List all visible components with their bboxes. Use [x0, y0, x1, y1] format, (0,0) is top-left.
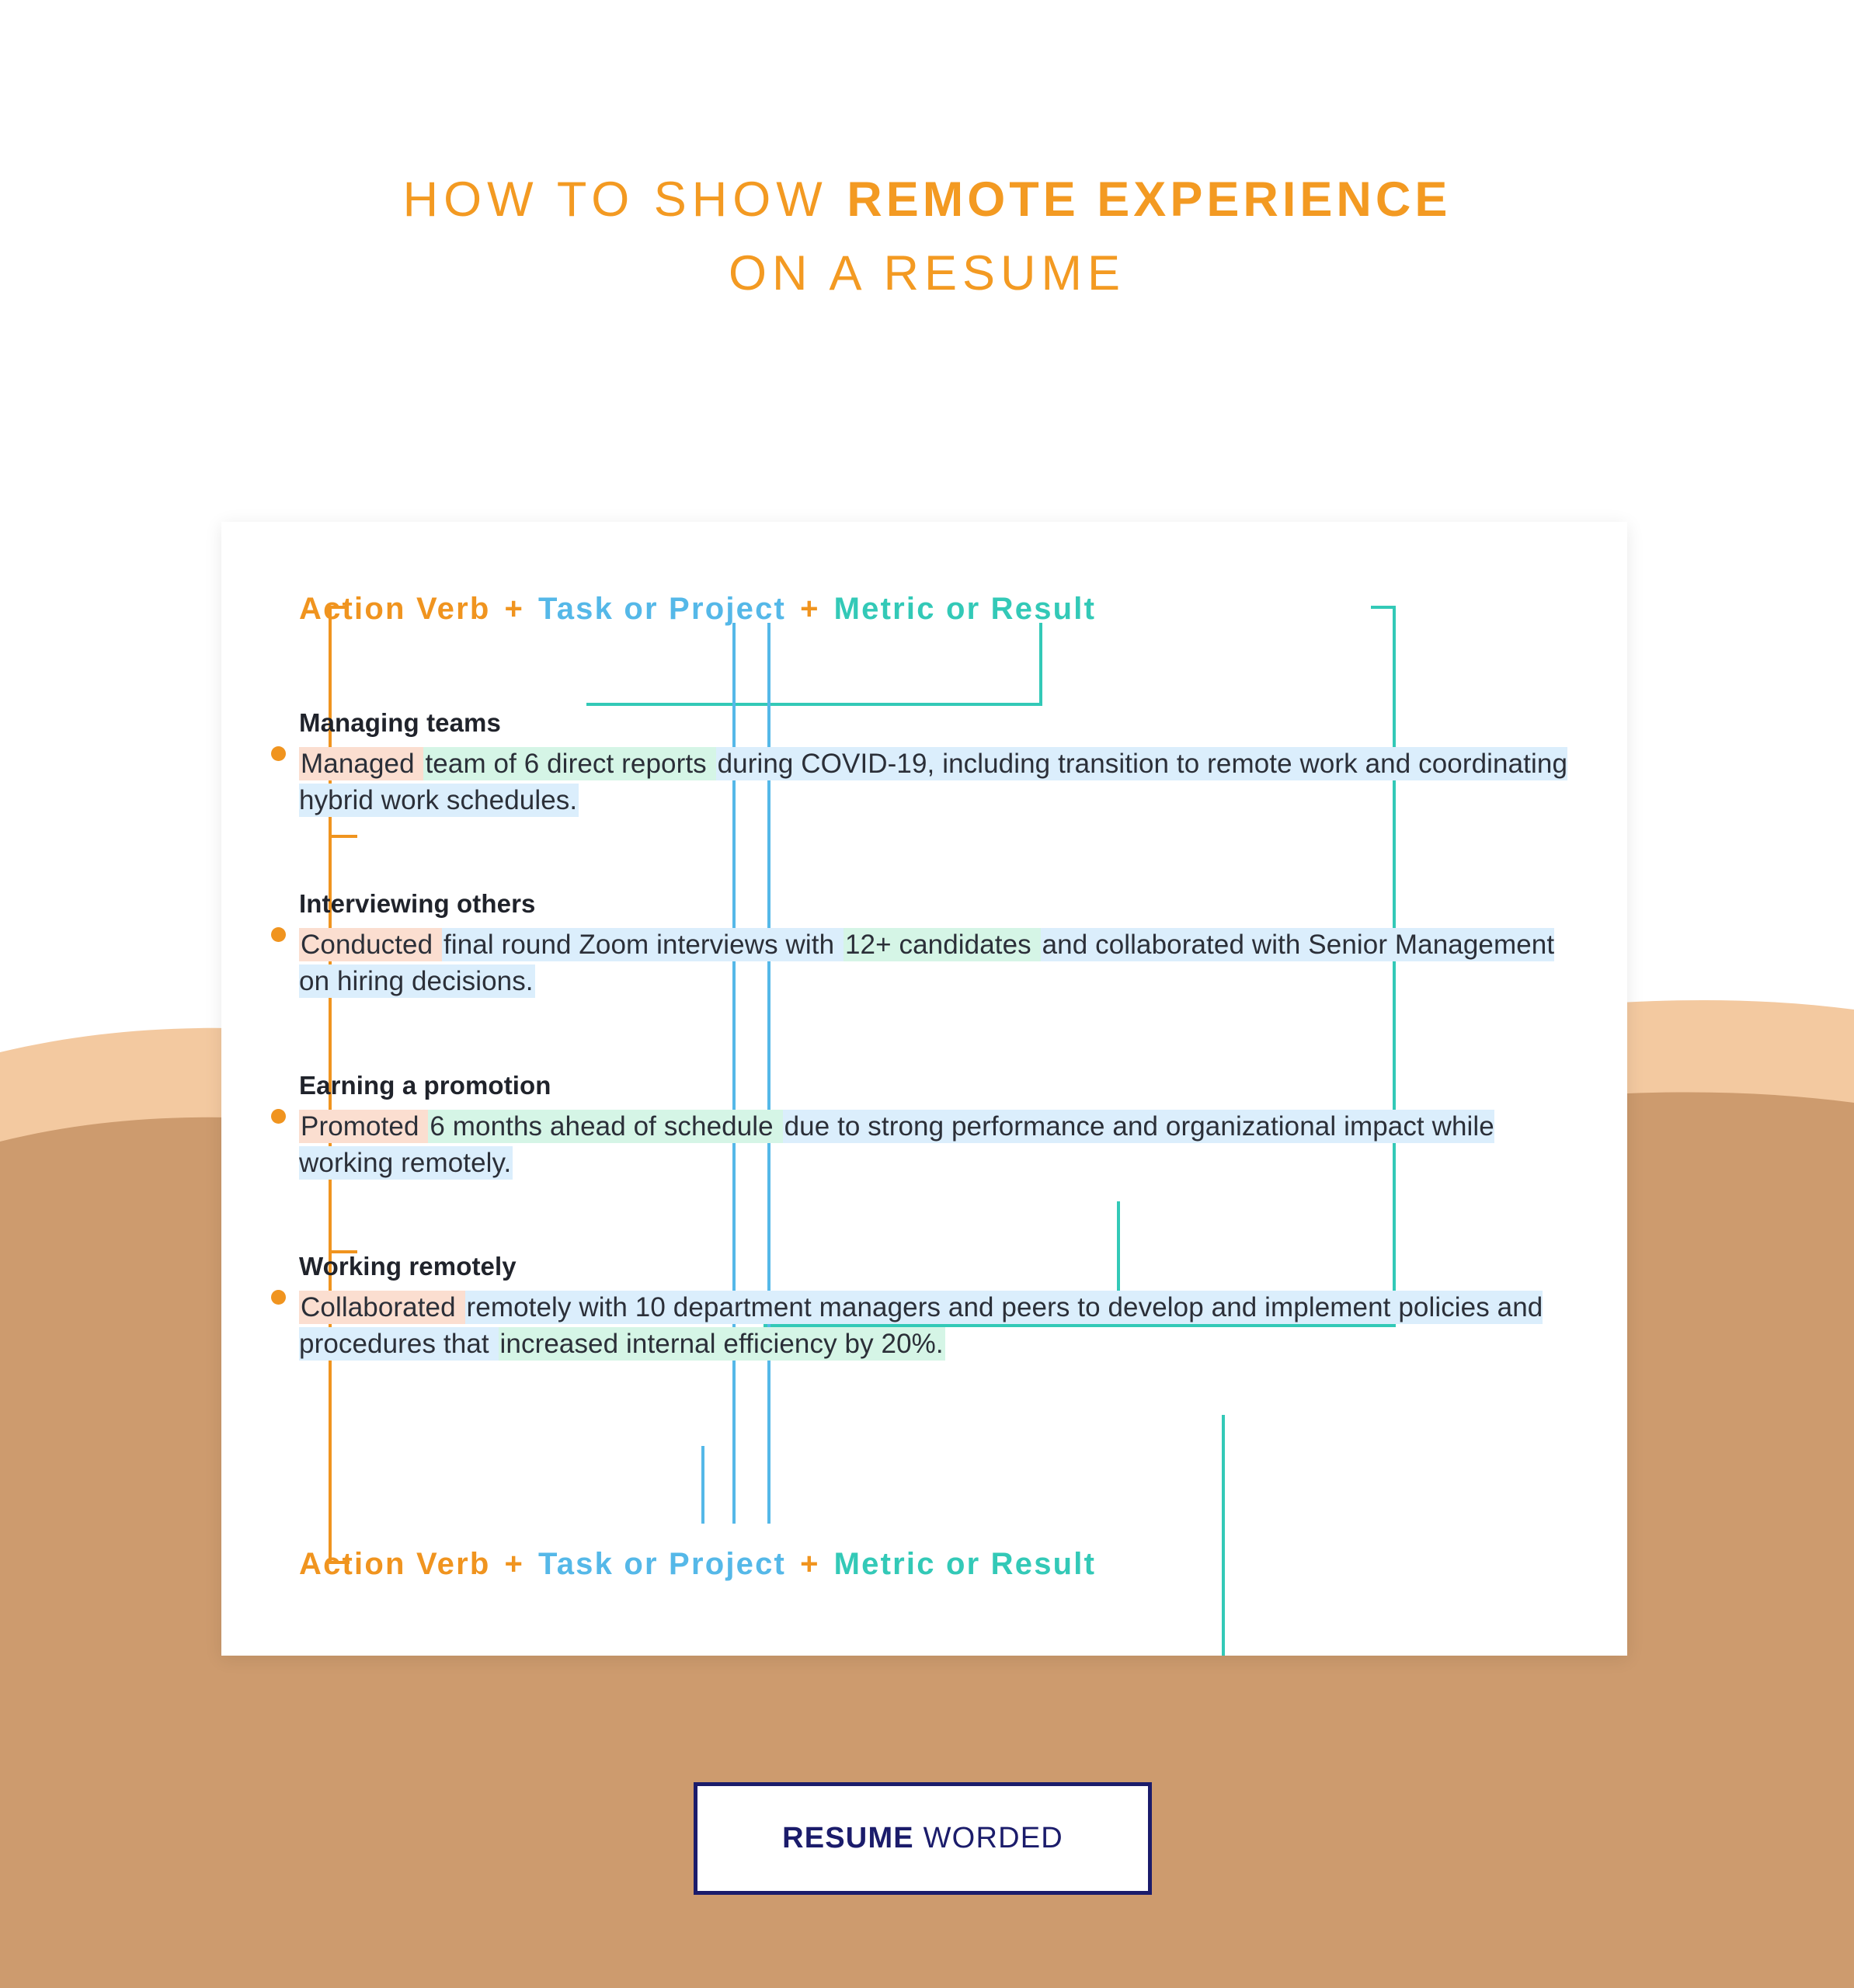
highlight-action-verb: Promoted	[301, 1111, 427, 1142]
bullet-dot	[271, 1290, 286, 1305]
formula-top	[299, 592, 1542, 627]
formula-plus-2: +	[800, 592, 820, 626]
bullet-text	[299, 1109, 1573, 1181]
brand-logo-bold: RESUME	[782, 1822, 914, 1854]
highlight-task: during COVID-19, including transition to remote work and coordinating hybrid work schedules.	[299, 749, 1568, 815]
title-line-1-bold: REMOTE EXPERIENCE	[847, 172, 1452, 227]
bullet-dot	[271, 746, 286, 761]
bullet-text	[299, 1290, 1573, 1362]
formula-task: Task or Project	[538, 592, 787, 626]
brand-logo-light: WORDED	[913, 1822, 1063, 1854]
formula-plus-1: +	[504, 1547, 525, 1581]
formula-plus-1: +	[504, 592, 525, 626]
bullet-group-heading: Managing teams	[299, 708, 501, 737]
brand-logo[interactable]	[694, 1782, 1152, 1895]
highlight-metric: increased internal efficiency by 20%.	[499, 1328, 944, 1359]
formula-action-verb: Action Verb	[299, 1547, 491, 1581]
title-line-1	[0, 167, 1854, 233]
formula-metric: Metric or Result	[833, 592, 1097, 626]
page-title	[0, 167, 1854, 307]
title-line-2: ON A RESUME	[728, 246, 1126, 301]
bullet-group-heading: Earning a promotion	[299, 1071, 551, 1100]
bullet-text	[299, 746, 1573, 818]
bullet-group	[299, 1252, 1573, 1362]
highlight-metric: 12+ candidates	[844, 930, 1039, 960]
highlight-metric: 6 months ahead of schedule	[430, 1111, 781, 1142]
highlight-action-verb: Conducted	[301, 930, 441, 960]
bullet-dot	[271, 927, 286, 942]
formula-task: Task or Project	[538, 1547, 787, 1581]
brand-logo-text	[782, 1822, 1063, 1855]
highlight-action-verb: Collaborated	[301, 1292, 464, 1322]
formula-metric: Metric or Result	[833, 1547, 1097, 1581]
formula-bottom	[299, 1547, 1542, 1582]
highlight-action-verb: Managed	[301, 749, 423, 779]
formula-plus-2: +	[800, 1547, 820, 1581]
highlight-task: remotely with 10 department managers and peers to develop and implement policies and procedures that	[299, 1292, 1543, 1359]
highlight-metric: team of 6 direct reports	[425, 749, 715, 779]
diagram-card	[221, 522, 1627, 1656]
highlight-task: due to strong performance and organizational impact while working remotely.	[299, 1111, 1494, 1178]
bullet-group	[299, 1071, 1573, 1181]
bullet-text	[299, 927, 1573, 999]
bullet-group	[299, 889, 1573, 999]
formula-action-verb: Action Verb	[299, 592, 491, 626]
title-line-1-plain: HOW TO SHOW	[402, 172, 847, 227]
bullet-group-heading: Interviewing others	[299, 889, 536, 918]
bullet-group-heading: Working remotely	[299, 1252, 517, 1281]
highlight-task-2: and collaborated with Senior Management on hiring decisions.	[299, 930, 1555, 996]
highlight-task: final round Zoom interviews with	[443, 930, 842, 960]
bullet-group	[299, 708, 1573, 818]
bullet-dot	[271, 1109, 286, 1124]
